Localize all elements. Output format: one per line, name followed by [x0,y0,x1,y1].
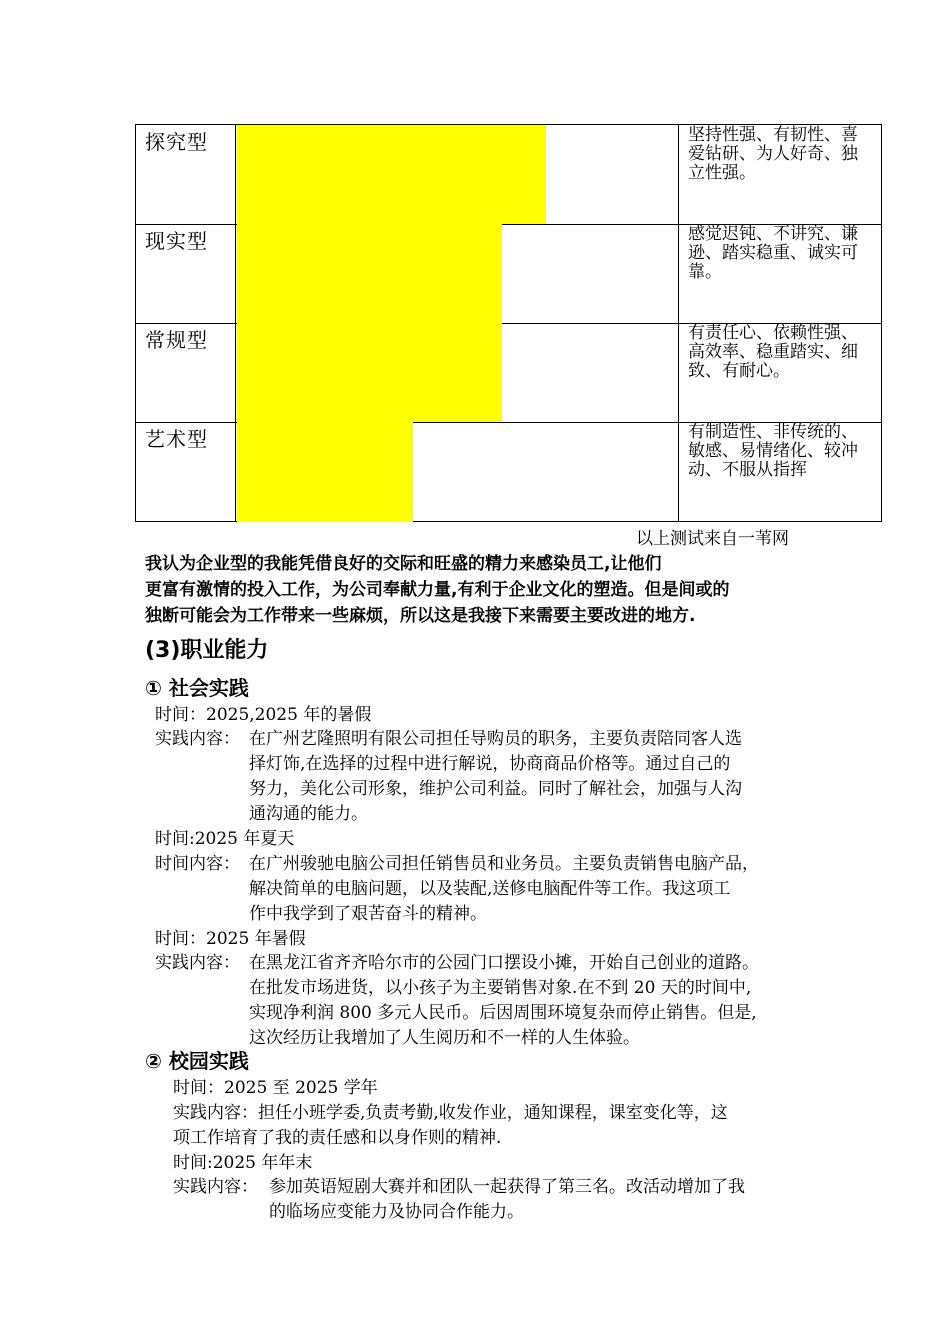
test-source-note: 以上测试来自一苇网 [636,529,789,549]
type-label: 艺术型 [145,427,208,451]
practice-line: 在广州艺隆照明有限公司担任导购员的职务，主要负责陪同客人选 [249,729,742,749]
summary-line: 我认为企业型的我能凭借良好的交际和旺盛的精力来感染员工,让他们 [145,554,662,574]
type-description: 感觉迟钝、不讲究、谦逊、踏实稳重、诚实可靠。 [688,224,858,282]
practice-label: 时间内容： [155,854,240,874]
practice-label: 实践内容： [155,953,240,973]
type-cell [136,422,236,521]
practice-time: 时间：2025 年暑假 [155,929,306,949]
desc-cell [678,125,882,224]
practice-line: 实现净利润 800 多元人民币。后因周围环境复杂而停止销售。但是, [249,1003,757,1023]
desc-cell [678,323,882,422]
score-bar [237,323,502,423]
practice-time: 时间：2025 至 2025 学年 [173,1078,378,1098]
practice-line: 在黑龙江省齐齐哈尔市的公园门口摆设小摊，开始自己创业的道路。 [249,953,759,973]
practice-line: 实践内容：担任小班学委,负责考勤,收发作业，通知课程，课室变化等，这 [173,1103,728,1123]
practice-label: 实践内容： [155,729,240,749]
practice-line: 作中我学到了艰苦奋斗的精神。 [249,904,487,924]
type-description: 坚持性强、有韧性、喜爱钻研、为人好奇、独立性强。 [688,125,858,183]
desc-cell [678,422,882,521]
social-practice-heading: ① 社会实践 [145,676,249,700]
type-label: 现实型 [145,229,208,253]
table-row [136,125,881,224]
personality-table [135,124,882,522]
table-row [136,224,881,323]
practice-time: 时间：2025,2025 年的暑假 [155,705,372,725]
practice-line: 参加英语短剧大赛并和团队一起获得了第三名。改活动增加了我 [269,1177,745,1197]
practice-line: 努力，美化公司形象，维护公司利益。同时了解社会，加强与人沟 [249,779,742,799]
summary-line: 独断可能会为工作带来一些麻烦，所以这是我接下来需要主要改进的地方. [145,606,696,626]
practice-line: 项工作培育了我的责任感和以身作则的精神. [173,1128,502,1148]
score-bar [237,125,546,225]
practice-line: 的临场应变能力及协同合作能力。 [269,1202,524,1222]
score-bar [237,224,502,324]
score-bar [237,422,413,522]
type-cell [136,125,236,224]
summary-line: 更富有激情的投入工作，为公司奉献力量,有利于企业文化的塑造。但是间或的 [145,580,730,600]
campus-practice-heading: ② 校园实践 [145,1049,249,1073]
desc-cell [678,224,882,323]
practice-time: 时间:2025 年夏天 [155,829,295,849]
table-row [136,323,881,422]
table-row [136,422,881,521]
practice-label: 实践内容： [173,1177,258,1197]
practice-time: 时间:2025 年年末 [173,1153,313,1173]
practice-line: 择灯饰,在选择的过程中进行解说，协商商品价格等。通过自己的 [249,754,731,774]
type-description: 有责任心、依赖性强、高效率、稳重踏实、细致、有耐心。 [688,323,858,381]
section-title: (3)职业能力 [145,638,269,663]
type-description: 有制造性、非传统的、敏感、易情绪化、较冲动、不服从指挥 [688,422,858,480]
type-cell [136,224,236,323]
practice-line: 解决简单的电脑问题，以及装配,送修电脑配件等工作。我这项工 [249,879,731,899]
practice-line: 通沟通的能力。 [249,804,368,824]
practice-line: 在广州骏驰电脑公司担任销售员和业务员。主要负责销售电脑产品， [249,854,759,874]
type-cell [136,323,236,422]
practice-line: 这次经历让我增加了人生阅历和不一样的人生体验。 [249,1028,640,1048]
type-label: 常规型 [145,328,208,352]
practice-line: 在批发市场进货，以小孩子为主要销售对象.在不到 20 天的时间中, [249,978,752,998]
type-label: 探究型 [145,130,208,154]
